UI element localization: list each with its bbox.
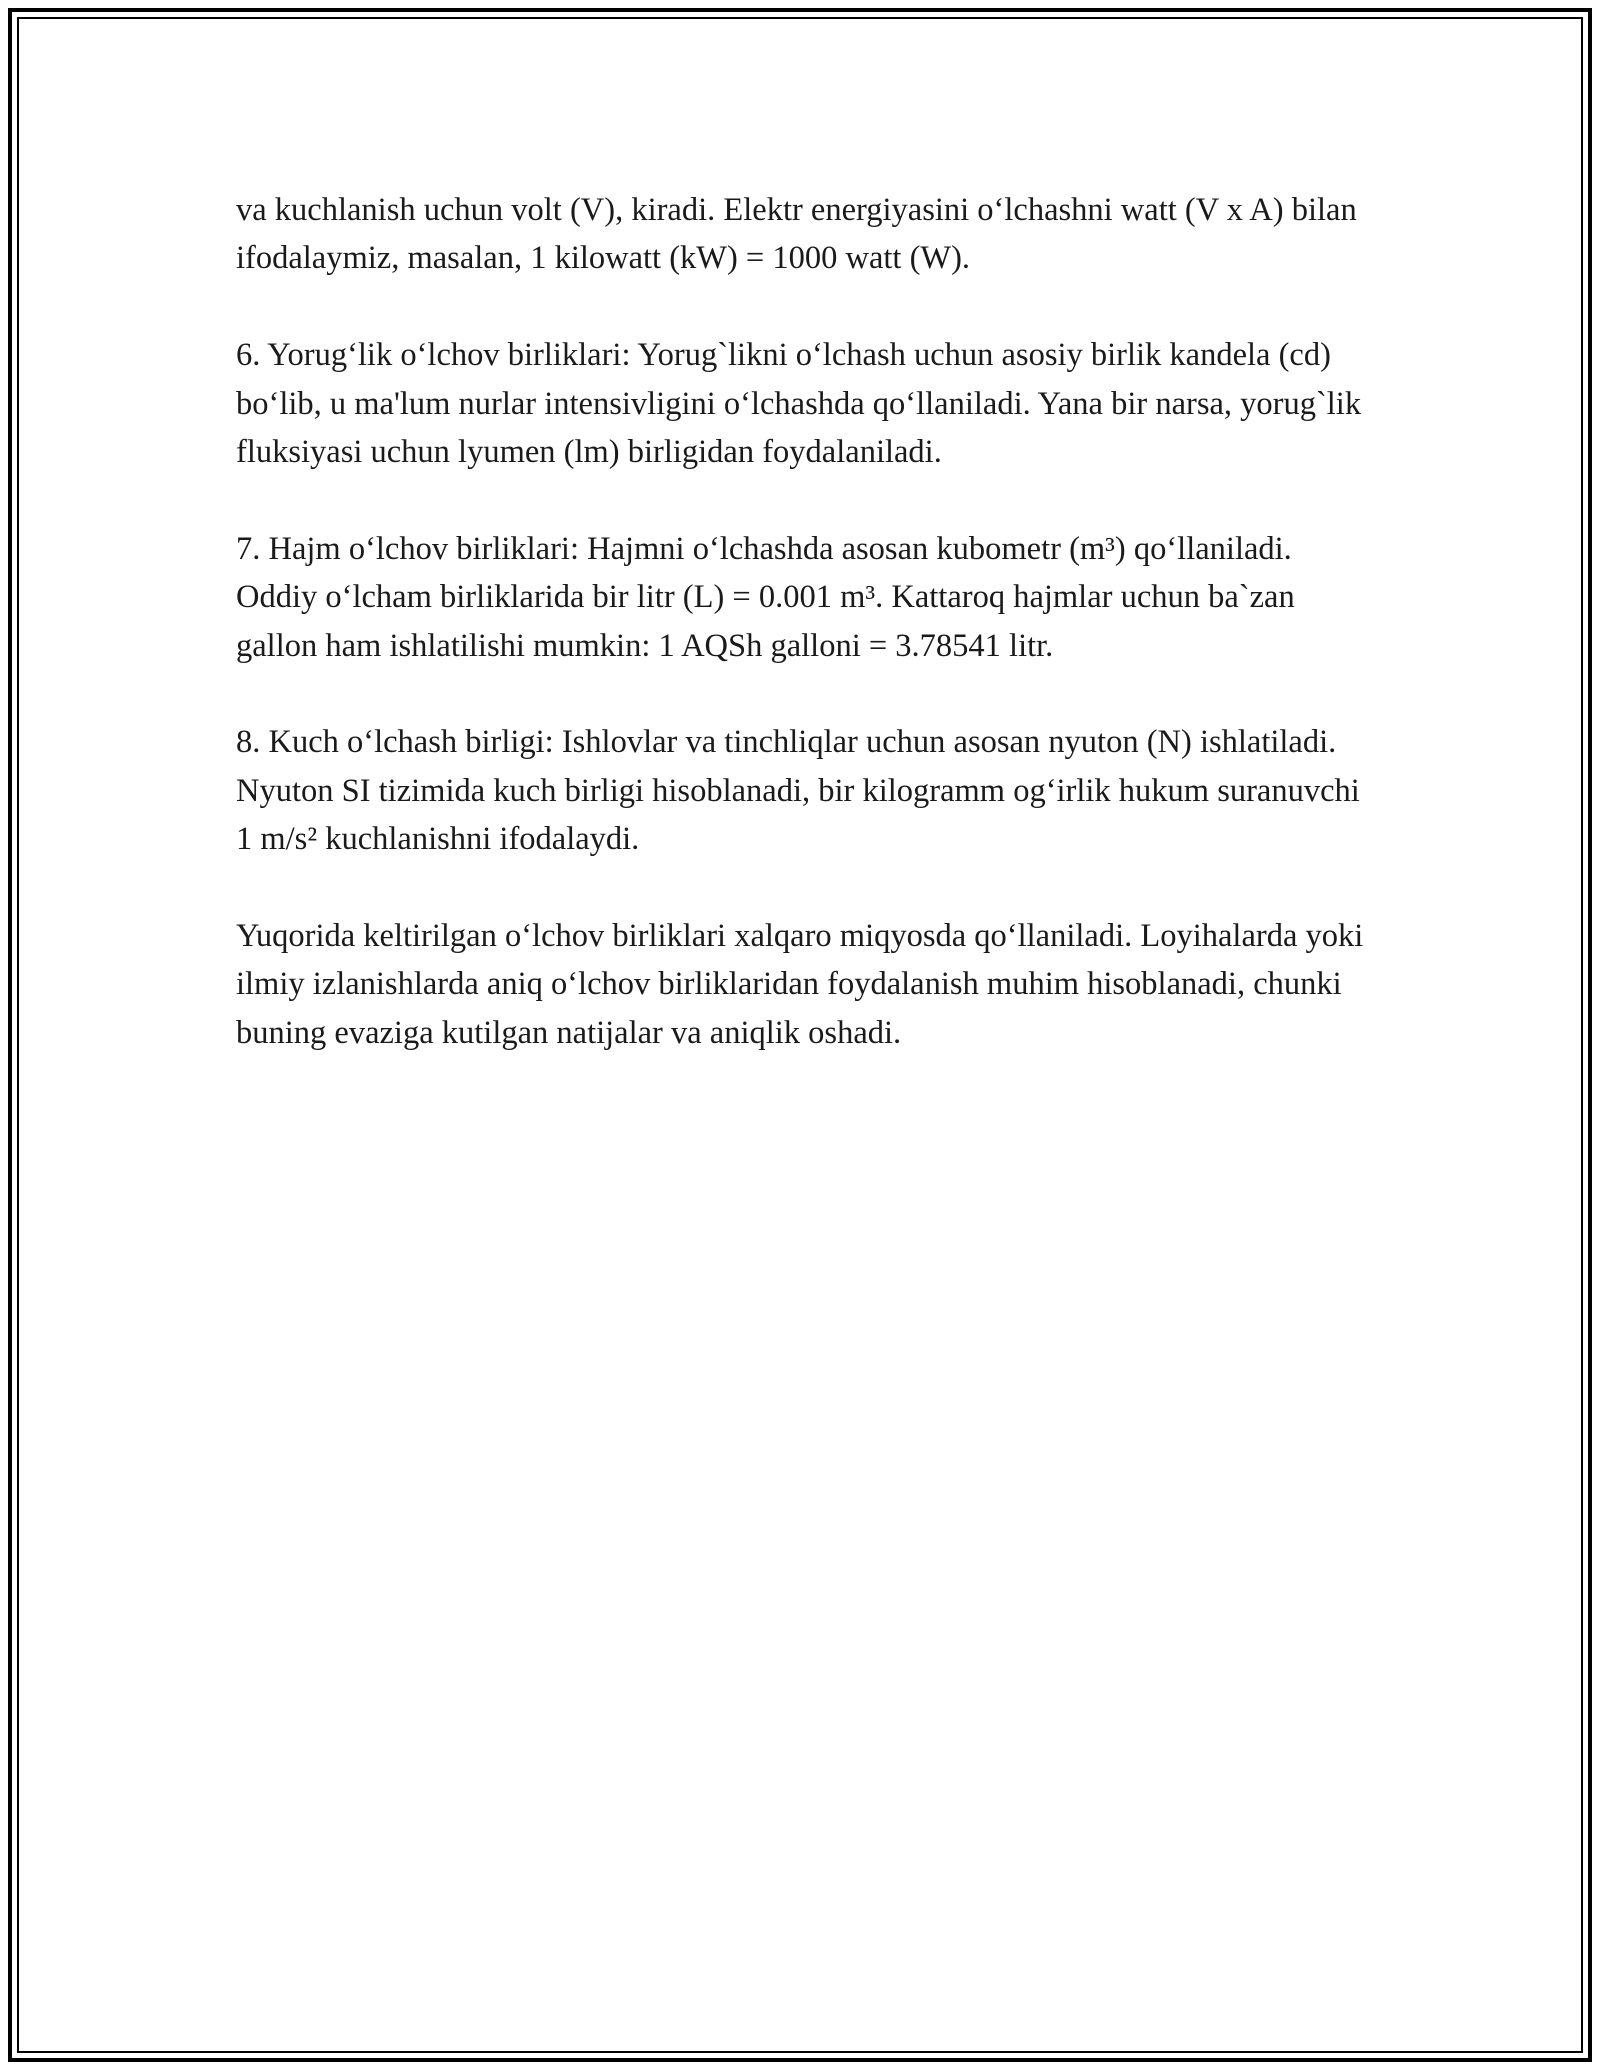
document-body <box>236 186 1366 1057</box>
paragraph-volume-units: 7. Hajm o‘lchov birliklari: Hajmni o‘lchashda asosan kubometr (m³) qo‘llaniladi. Oddiy o‘lcham birliklarida bir litr (L) = 0.001 m³. Kattaroq hajmlar uchun ba`zan gallon ham ishlatilishi mumkin: 1 AQSh galloni = 3.78541 litr. <box>236 530 1295 664</box>
paragraph-light-units: 6. Yorug‘lik o‘lchov birliklari: Yorug`likni o‘lchash uchun asosiy birlik kandela (cd) bo‘lib, u ma'lum nurlar intensivligini o‘lchashda qo‘llaniladi. Yana bir narsa, yorug`lik fluksiyasi uchun lyumen (lm) birligidan foydalaniladi. <box>236 337 1362 471</box>
paragraph-force-units: 8. Kuch o‘lchash birligi: Ishlovlar va tinchliqlar uchun asosan nyuton (N) ishlatiladi. Nyuton SI tizimida kuch birligi hisoblanadi, bir kilogramm og‘irlik hukum suranuvchi 1 m/s² kuchlanishni ifodalaydi. <box>236 724 1360 858</box>
paragraph-conclusion: Yuqorida keltirilgan o‘lchov birliklari xalqaro miqyosda qo‘llaniladi. Loyihalarda yoki ilmiy izlanishlarda aniq o‘lchov birliklaridan foydalanish muhim hisoblanadi, chunki buning evaziga kutilgan natijalar va aniqlik oshadi. <box>236 918 1364 1051</box>
paragraph-electricity-continued: va kuchlanish uchun volt (V), kiradi. Elektr energiyasini o‘lchashni watt (V x A) bilan ifodalaymiz, masalan, 1 kilowatt (kW) = 1000 watt (W). <box>236 192 1357 277</box>
